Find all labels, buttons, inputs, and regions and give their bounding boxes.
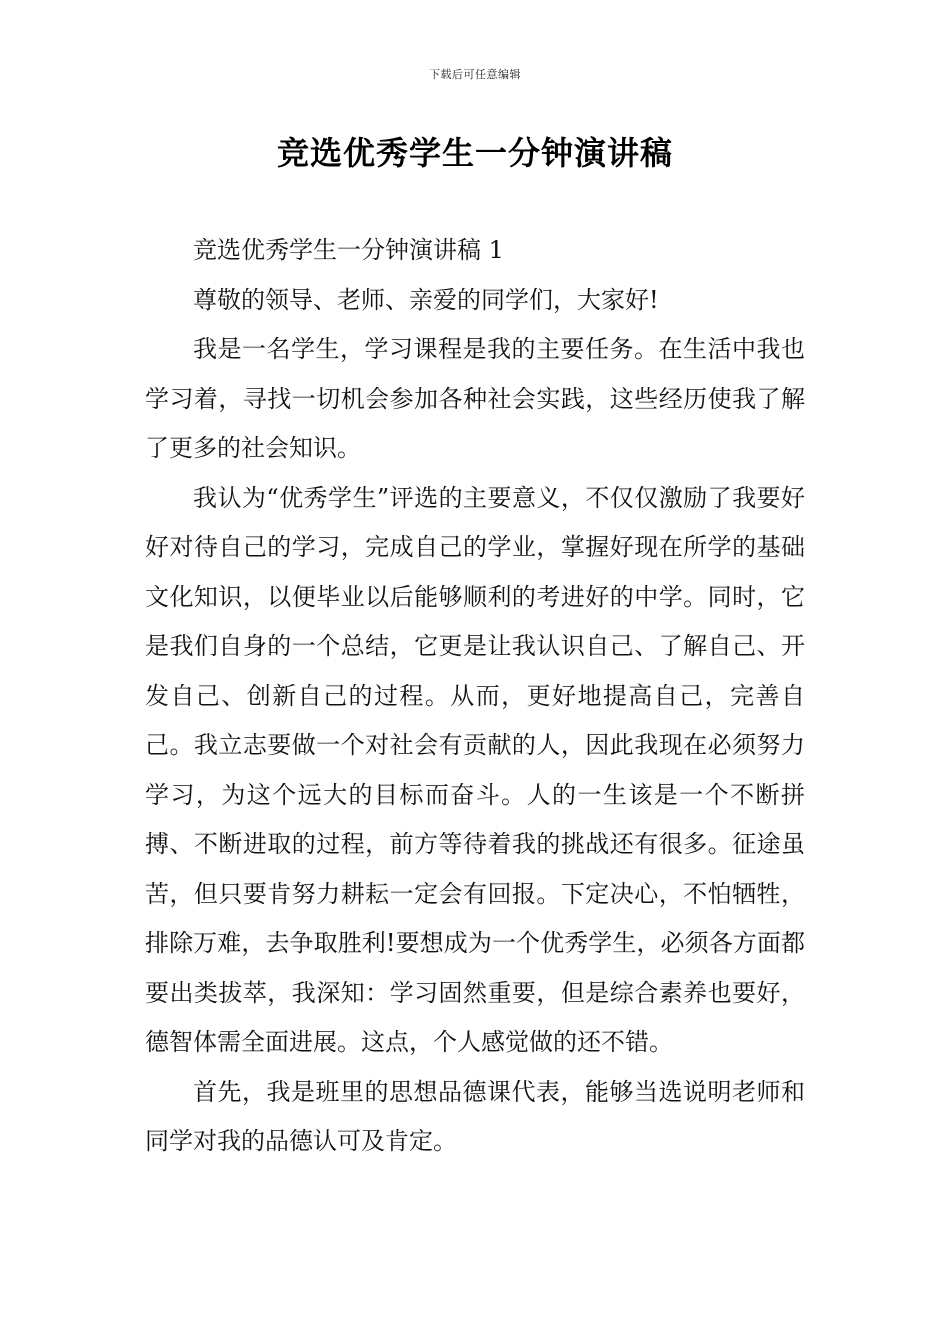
paragraph-subtitle: 竞选优秀学生一分钟演讲稿 1: [193, 236, 504, 264]
document-body: [145, 226, 805, 1167]
paragraph: 我认为“优秀学生”评选的主要意义，不仅仅激励了我要好好对待自己的学习，完成自己的学业，掌握好现在所学的基础文化知识，以便毕业以后能够顺利的考进好的中学。同时，它是我们自身的一个总结，它更是让我认识自己、了解自己、开发自己、创新自己的过程。从而，更好地提高自己，完善自己。我立志要做一个对社会有贡献的人，因此我现在必须努力学习，为这个远大的目标而奋斗。人的一生该是一个不断拼搏、不断进取的过程，前方等待着我的挑战还有很多。征途虽苦，但只要肯努力耕耘一定会有回报。下定决心，不怕牺牲，排除万难，去争取胜利!要想成为一个优秀学生，必须各方面都要出类拔萃，我深知：学习固然重要，但是综合素养也要好，德智体需全面进展。这点，个人感觉做的还不错。: [145, 483, 805, 1056]
paragraph-greeting: 尊敬的领导、老师、亲爱的同学们，大家好!: [193, 285, 659, 314]
paragraph: 首先，我是班里的思想品德课代表，能够当选说明老师和同学对我的品德认可及肯定。: [145, 1077, 805, 1155]
paragraph: 我是一名学生，学习课程是我的主要任务。在生活中我也学习着，寻找一切机会参加各种社会实践，这些经历使我了解了更多的社会知识。: [145, 335, 805, 462]
document-title: 竞选优秀学生一分钟演讲稿: [276, 134, 673, 172]
header-note: 下载后可任意编辑: [429, 68, 521, 81]
